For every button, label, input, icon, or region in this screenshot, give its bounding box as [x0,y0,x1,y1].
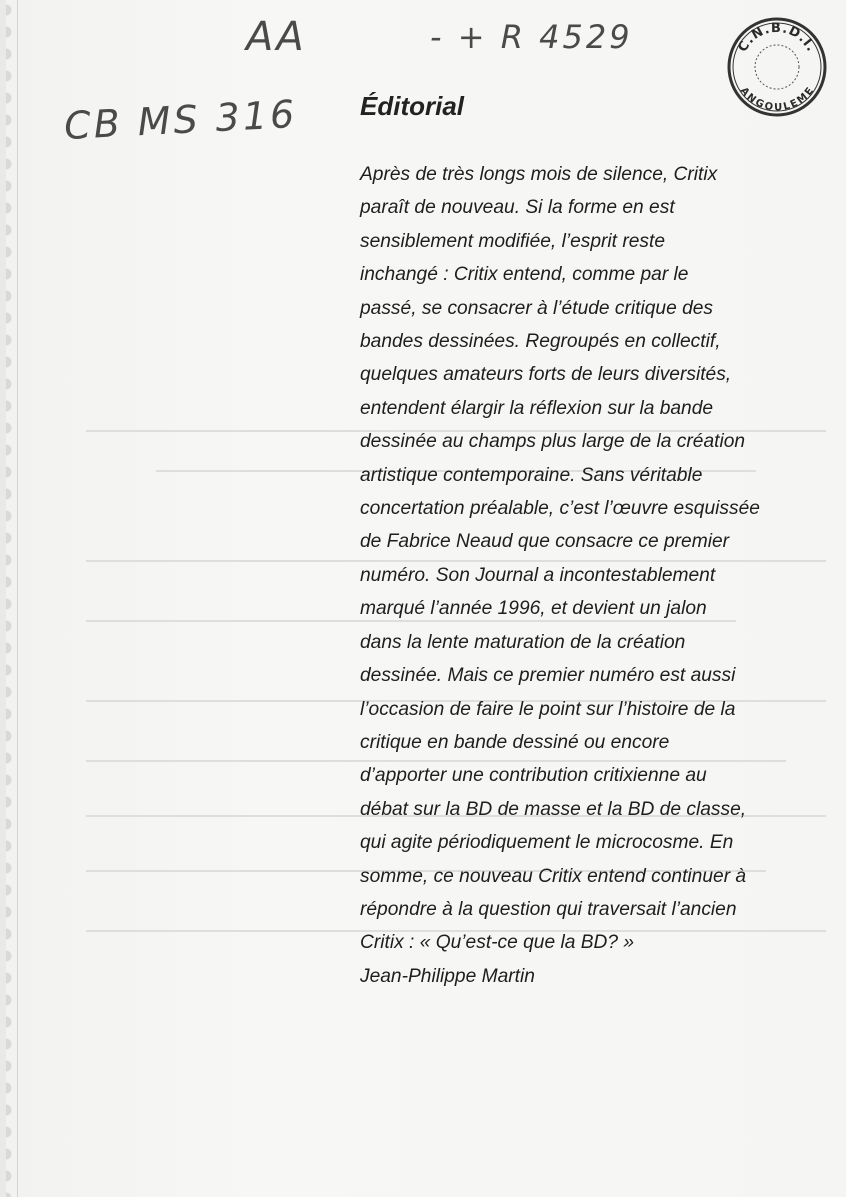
editorial-line: critique en bande dessiné ou encore [360,731,670,753]
handwritten-call-number: CB MS 316 [63,91,299,149]
svg-text:C.N.B.D.I. [735,21,818,55]
editorial-line: l’occasion de faire le point sur l’histoire de la [360,698,736,720]
svg-text:ANGOULEME [738,85,816,113]
editorial-body [360,158,790,993]
editorial-line: Après de très longs mois de silence, Critix [360,164,718,185]
stamp-bottom-text: ANGOULEME [737,85,817,114]
library-stamp [726,16,828,118]
editorial-line: quelques amateurs forts de leurs diversités, [360,364,732,386]
editorial-line: sensiblement modifiée, l’esprit reste [360,230,666,252]
editorial-line: numéro. Son Journal a incontestablement [360,564,716,586]
editorial-signature: Jean-Philippe Martin [360,965,535,987]
editorial-line: d’apporter une contribution critixienne au [360,765,707,787]
editorial-line: dessinée. Mais ce premier numéro est aussi [360,665,736,687]
editorial-line: qui agite périodiquement le microcosme. En [360,832,734,854]
handwritten-reference: - + R 4529 [430,18,633,56]
editorial-line: dessinée au champs plus large de la création [360,431,746,453]
editorial-line: Critix : « Qu’est-ce que la BD? » [360,932,635,954]
editorial-line: artistique contemporaine. Sans véritable [360,464,703,486]
editorial-line: passé, se consacrer à l’étude critique des [360,297,714,319]
editorial-line: dans la lente maturation de la création [360,631,686,653]
editorial-line: concertation préalable, c’est l’œuvre esquissée [360,498,760,520]
editorial-line: répondre à la question qui traversait l’ancien [360,898,737,920]
editorial-line: débat sur la BD de masse et la BD de classe, [360,798,747,820]
editorial-line: bandes dessinées. Regroupés en collectif, [360,331,721,353]
editorial-line: somme, ce nouveau Critix entend continuer à [360,865,747,887]
editorial-line: marqué l’année 1996, et devient un jalon [360,598,707,620]
editorial-line: de Fabrice Neaud que consacre ce premier [360,531,730,553]
stamp-top-text: C.N.B.D.I. [735,20,819,55]
scanned-page [6,0,846,1197]
editorial-line: paraît de nouveau. Si la forme en est [360,197,675,219]
page-edge-line [17,0,18,1197]
editorial-line: entendent élargir la réflexion sur la bande [360,397,714,419]
editorial-line: inchangé : Critix entend, comme par le [360,264,689,286]
editorial-title: Éditorial [360,91,465,121]
handwritten-annotation: AA [246,14,307,60]
